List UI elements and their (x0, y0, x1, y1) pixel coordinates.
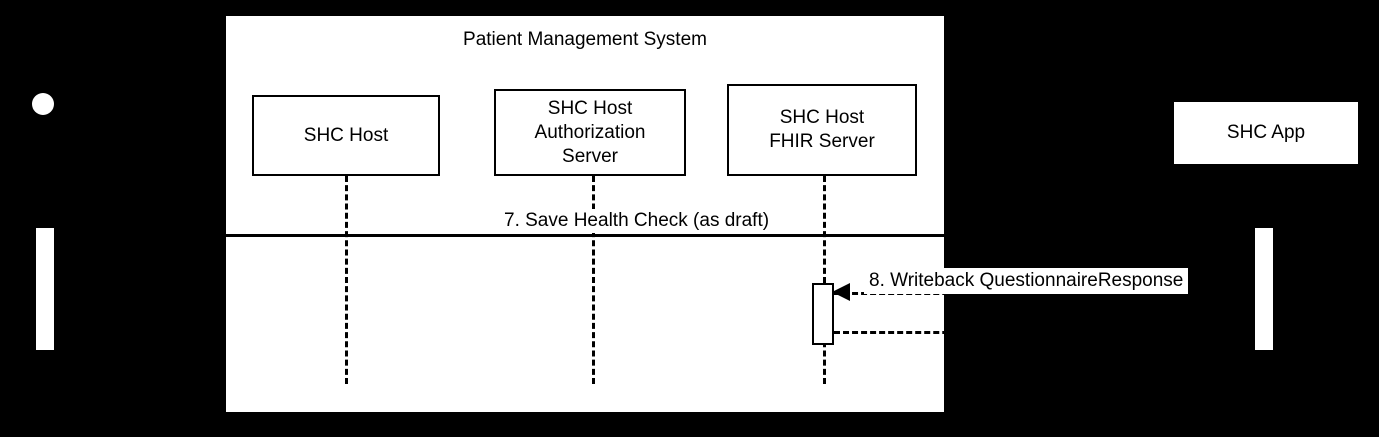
participant-fhir-server-label-line2: FHIR Server (769, 131, 875, 152)
lifeline-shc-host-authorization-server (592, 176, 595, 384)
lifeline-shc-host (345, 176, 348, 384)
message-7-divider (226, 234, 944, 237)
participant-shc-host-label: SHC Host (303, 124, 389, 146)
message-8-label: 8. Writeback QuestionnaireResponse (864, 268, 1188, 294)
actor-lifeline-right (1255, 228, 1273, 350)
participant-shc-host[interactable] (252, 95, 440, 176)
message-8-arrowhead (832, 283, 850, 301)
activation-bar-shc-host-fhir-server (812, 283, 834, 345)
participant-auth-server-label-line1: SHC Host (547, 97, 633, 119)
lifeline-shc-host-fhir-server (823, 176, 826, 384)
participant-fhir-server-label-line1: SHC Host (779, 107, 865, 128)
participant-auth-server-label-line3: Server (562, 145, 618, 167)
message-8-return-line (834, 331, 1246, 334)
participant-shc-app[interactable] (1172, 100, 1360, 166)
participant-auth-server-label-line2: Authorization (534, 121, 646, 143)
system-title: Patient Management System (463, 29, 707, 50)
participant-shc-host-authorization-server[interactable] (494, 89, 686, 176)
participant-shc-app-label: SHC App (1226, 122, 1306, 143)
actor-head-icon (32, 93, 54, 115)
message-7-label: 7. Save Health Check (as draft) (498, 209, 775, 233)
actor-lifeline-left (36, 228, 54, 350)
participant-shc-host-fhir-server[interactable] (727, 84, 917, 176)
message-8-vertical-connector (1243, 296, 1246, 334)
